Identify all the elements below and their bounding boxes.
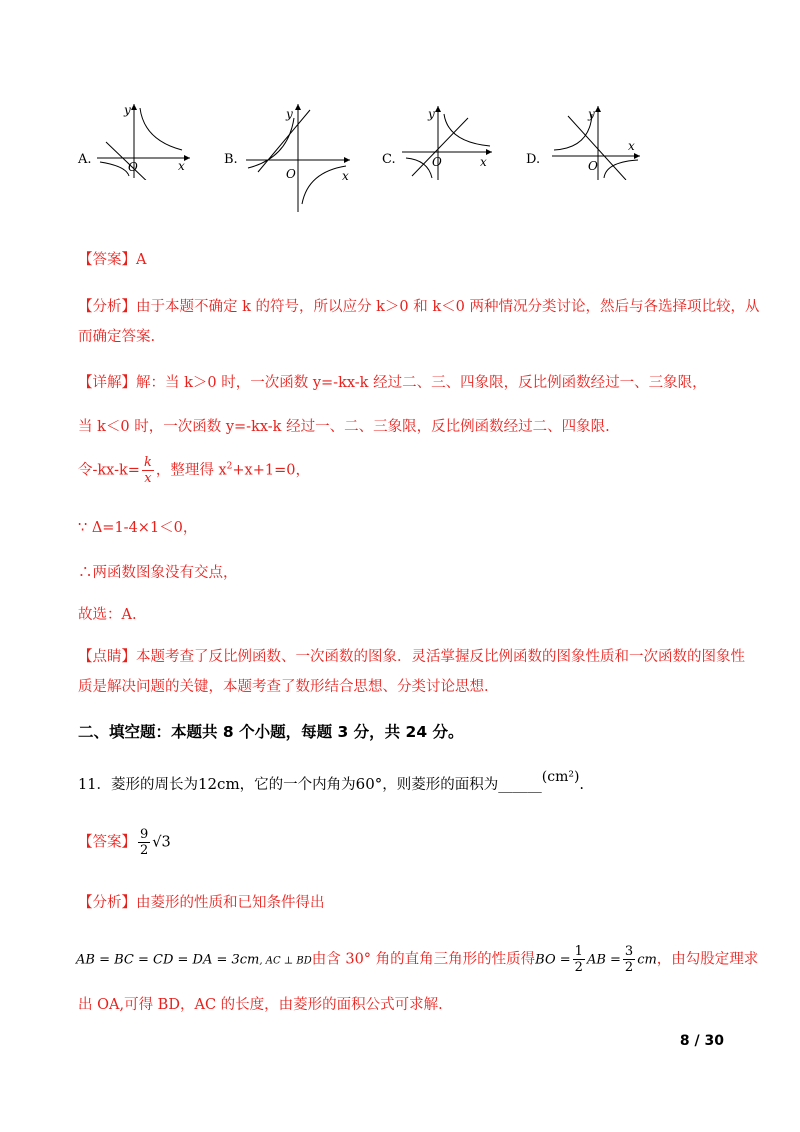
detail-1-line-6: 故选：A. — [78, 607, 137, 623]
analysis-2-mid: 由含 30° 角的直角三角形的性质得 — [311, 951, 536, 968]
bo-label: BO = — [535, 952, 571, 968]
analysis-1-line-1: 【分析】由于本题不确定 k 的符号，所以应分 k＞0 和 k＜0 两种情况分类讨论，然后与各选择项比较，从 — [78, 299, 760, 315]
detail-1-line-1: 【详解】解：当 k＞0 时，一次函数 y=-kx-k 经过二、三、四象限，反比例函数经过一、三象限， — [78, 375, 707, 391]
option-a-graph — [92, 100, 192, 180]
half-numerator: 1 — [574, 944, 583, 959]
analysis-2-line-1: 【分析】由菱形的性质和已知条件得出 — [78, 895, 325, 911]
option-a-label: A. — [78, 152, 92, 167]
fraction-denominator: x — [144, 471, 152, 486]
option-b-x-label: x — [342, 169, 349, 183]
option-d-graph — [546, 100, 646, 180]
detail-1-line-3 — [78, 456, 310, 485]
analysis-1-line-2: 而确定答案. — [78, 329, 156, 345]
analysis-2-tail: ，由勾股定理求 — [656, 951, 759, 968]
detail-1-line-4: ∵ Δ=1-4×1＜0， — [78, 520, 198, 536]
option-a-origin-label: O — [128, 160, 138, 174]
detail-1-line-5: ∴两函数图象没有交点， — [78, 565, 238, 581]
three-numerator: 3 — [624, 944, 634, 959]
option-c-y-label: y — [428, 107, 435, 121]
q11-prefix: 11．菱形的周长为 — [78, 777, 198, 793]
answer-2-root: √3 — [152, 834, 171, 851]
answer-2-label: 【答案】 — [78, 834, 136, 851]
detail-1-equation-mid: ，整理得 x — [155, 462, 227, 479]
analysis-2-line-2: AB = BC = CD = DA = 3cm, AC ⊥ BD由含 30° 角的直角三角形的性质得BO = $\frac{1}{2}$ AB = $\frac{3}{2}$ cm，由勾股定理求 — [76, 944, 759, 975]
page-number: 8 / 30 — [679, 1033, 724, 1049]
detail-1-line-2: 当 k＜0 时，一次函数 y=-kx-k 经过一、二、三象限，反比例函数经过二、四象限. — [78, 419, 610, 435]
option-c-x-label: x — [480, 155, 487, 169]
comment-1-line-2: 质是解决问题的关键，本题考查了数形结合思想、分类讨论思想. — [78, 679, 489, 695]
k-over-x-fraction — [142, 456, 154, 485]
option-b-graph — [238, 100, 353, 215]
answer-2-denominator: 2 — [140, 843, 149, 858]
answer-1-value: A — [136, 252, 147, 268]
option-c-label: C. — [382, 152, 396, 167]
comment-1-line-1: 【点睛】本题考查了反比例函数、一次函数的图象．灵活掌握反比例函数的图象性质和一次函数的图象性 — [78, 649, 745, 665]
option-b-origin-label: O — [286, 167, 296, 181]
q11-angle: 60° — [355, 775, 383, 793]
q11-unit: (cm²) — [541, 769, 580, 785]
q11-perimeter: 12cm — [197, 775, 240, 793]
question-11 — [78, 769, 585, 794]
option-b-label: B. — [224, 152, 238, 167]
answer-2-numerator: 9 — [140, 827, 149, 842]
ab-label: AB = — [586, 952, 621, 968]
cm-unit: cm — [637, 952, 657, 968]
answer-1 — [78, 248, 146, 269]
perpendicular-equation: AC ⊥ BD — [265, 955, 312, 967]
three-denominator: 2 — [624, 960, 634, 975]
q11-mid: ，它的一个内角为 — [239, 777, 356, 793]
option-b-y-label: y — [286, 107, 293, 121]
option-d-y-label: y — [588, 107, 595, 121]
option-d-label: D. — [526, 152, 541, 167]
detail-1-equation-end: +x+1=0， — [232, 462, 310, 479]
option-d-x-label: x — [628, 139, 635, 153]
option-a-y-label: y — [124, 103, 131, 117]
answer-1-label: 【答案】 — [78, 252, 136, 268]
section-heading: 二、填空题：本题共 8 个小题，每题 3 分，共 24 分。 — [78, 723, 464, 741]
option-a-x-label: x — [178, 159, 185, 173]
q11-end: . — [579, 777, 585, 793]
half-denominator: 2 — [574, 960, 583, 975]
q11-blank: ，则菱形的面积为______ — [382, 777, 542, 793]
option-c-origin-label: O — [432, 155, 442, 169]
option-c-graph — [398, 100, 498, 180]
half-fraction — [573, 945, 585, 974]
fraction-numerator: k — [143, 455, 152, 470]
three-halves-fraction — [623, 945, 635, 974]
exponent: 2 — [226, 461, 233, 472]
answer-2 — [78, 828, 171, 857]
analysis-2-line-3: 出 OA,可得 BD，AC 的长度，由菱形的面积公式可求解. — [78, 997, 443, 1013]
equal-sides-equation: AB = BC = CD = DA = 3cm — [76, 952, 260, 968]
detail-1-equation-prefix: 令-kx-k= — [78, 462, 140, 479]
answer-2-fraction — [138, 828, 150, 857]
option-d-origin-label: O — [588, 159, 598, 173]
